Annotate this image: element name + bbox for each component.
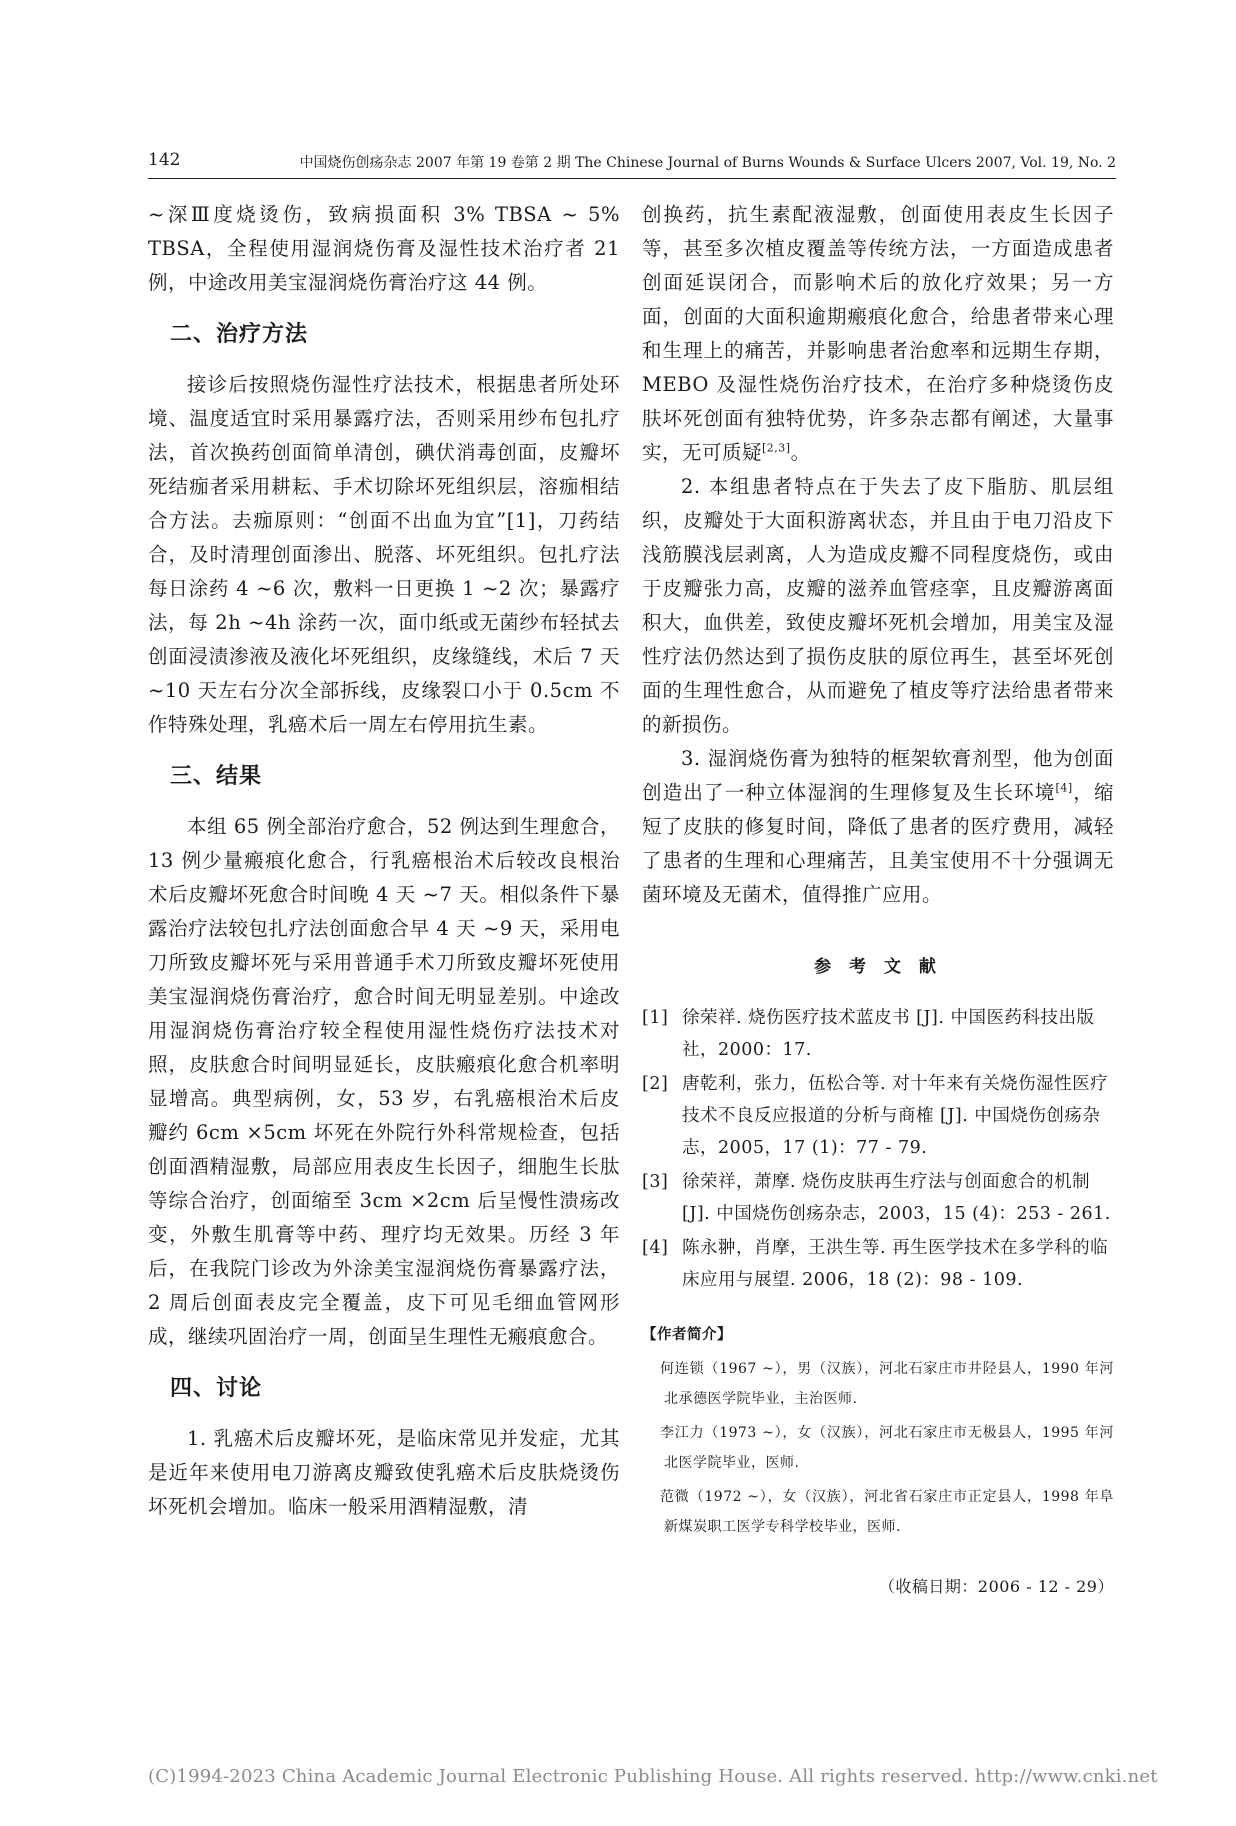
header-rule — [148, 178, 1116, 179]
discussion-paragraph-2: 2. 本组患者特点在于失去了皮下脂肪、肌层组织，皮瓣处于大面积游离状态，并且由于电刀沿皮下浅筋膜浅层剥离，人为造成皮瓣不同程度烧伤，或由于皮瓣张力高，皮瓣的滋养血管痉挛，且皮瓣游离面积大，血供差，致使皮瓣坏死机会增加，用美宝及湿性疗法仍然达到了损伤皮肤的原位再生，甚至坏死创面的生理性愈合，从而避免了植皮等疗法给患者带来的新损伤。 — [642, 475, 1114, 736]
references-heading: 参 考 文 献 — [814, 957, 942, 977]
copyright-footer: (C)1994-2023 China Academic Journal Electronic Publishing House. All rights reserved. http://www.cnki.net — [148, 1766, 1158, 1787]
discussion-paragraph-1-cont: 创换药，抗生素配液湿敷，创面使用表皮生长因子等，甚至多次植皮覆盖等传统方法，一方面造成患者创面延误闭合，而影响术后的放化疗效果；另一方面，创面的大面积逾期瘢痕化愈合，给患者带来心理和生理上的痛苦，并影响患者治愈率和远期生存期，MEBO 及湿性烧伤治疗技术，在治疗多种烧烫伤皮肤坏死创面有独特优势，许多杂志都有阐述，大量事实，无可质疑[2,3]。 — [642, 203, 1114, 464]
discussion-paragraph-3: 3. 湿润烧伤膏为独特的框架软膏剂型，他为创面创造出了一种立体湿润的生理修复及生长环境[4]，缩短了皮肤的修复时间，降低了患者的医疗费用，减轻了患者的生理和心理痛苦，且美宝使用不十分强调无菌环境及无菌术，值得推广应用。 — [642, 747, 1114, 906]
reference-item — [642, 1068, 1114, 1164]
running-title: 中国烧伤创疡杂志 2007 年第 19 卷第 2 期 The Chinese Journal of Burns Wounds & Surface Ulcers 2007, Vol. 19, No. 2 — [299, 155, 1116, 171]
results-paragraph: 本组 65 例全部治疗愈合，52 例达到生理愈合，13 例少量瘢痕化愈合，行乳癌根治术后较改良根治术后皮瓣坏死愈合时间晚 4 天 ~7 天。相似条件下暴露治疗法较包扎疗法创面愈合早 4 天 ~9 天，采用电刀所致皮瓣坏死与采用普通手术刀所致皮瓣坏死使用美宝湿润烧伤膏治疗，愈合时间无明显差别。中途改用湿润烧伤膏治疗较全程使用湿性烧伤疗法技术对照，皮肤愈合时间明显延长，皮肤瘢痕化愈合机率明显增高。典型病例，女，53 岁，右乳癌根治术后皮瓣约 6cm ×5cm 坏死在外院行外科常规检查，包括创面酒精湿敷，局部应用表皮生长因子，细胞生长肽等综合治疗，创面缩至 3cm ×2cm 后呈慢性溃疡改变，外敷生肌膏等中药、理疗均无效果。历经 3 年后，在我院门诊改为外涂美宝湿润烧伤膏暴露疗法，2 周后创面表皮完全覆盖，皮下可见毛细血管网形成，继续巩固治疗一周，创面呈生理性无瘢痕愈合。 — [148, 815, 620, 1348]
reference-number: [2] — [642, 1074, 669, 1094]
citation-4: [4] — [1055, 781, 1073, 795]
reference-item — [642, 1002, 1114, 1066]
reference-text: 徐荣祥. 烧伤医疗技术蓝皮书 [J]. 中国医药科技出版社，2000：17. — [682, 1008, 1095, 1060]
section-heading-methods: 二、治疗方法 — [170, 322, 309, 347]
intro-paragraph: ~深Ⅲ度烧烫伤，致病损面积 3% TBSA ~ 5% TBSA，全程使用湿润烧伤膏及湿性技术治疗者 21 例，中途改用美宝湿润烧伤膏治疗这 44 例。 — [148, 203, 620, 294]
section-heading-discussion: 四、讨论 — [170, 1376, 263, 1401]
author-bio: 李江力（1973 ~），女（汉族），河北石家庄市无极县人，1995 年河北医学院毕业，医师. — [660, 1425, 1114, 1471]
left-column — [148, 198, 620, 1524]
methods-paragraph: 接诊后按照烧伤湿性疗法技术，根据患者所处环境、温度适宜时采用暴露疗法，否则采用纱布包扎疗法，首次换药创面简单清创，碘伏消毒创面，皮瓣坏死结痂者采用耕耘、手术切除坏死组织层，溶痂相结合方法。去痂原则：“创面不出血为宜”[1]，刀药结合，及时清理创面渗出、脱落、坏死组织。包扎疗法每日涂药 4 ~6 次，敷料一日更换 1 ~2 次；暴露疗法，每 2h ~4h 涂药一次，面巾纸或无菌纱布轻拭去创面浸渍渗液及液化坏死组织，皮缘缝线，术后 7 天 ~10 天左右分次全部拆线，皮缘裂口小于 0.5cm 不作特殊处理，乳癌术后一周左右停用抗生素。 — [148, 373, 620, 736]
reference-text: 陈永翀，肖摩，王洪生等. 再生医学技术在多学科的临床应用与展望. 2006，18 (2)：98 - 109. — [682, 1238, 1109, 1290]
reference-number: [1] — [642, 1008, 669, 1028]
reference-item — [642, 1232, 1114, 1296]
reference-text: 唐乾利，张力，伍松合等. 对十年来有关烧伤湿性医疗技术不良反应报道的分析与商榷 [J]. 中国烧伤创疡杂志，2005，17 (1)：77 - 79. — [682, 1074, 1109, 1158]
reference-number: [3] — [642, 1172, 669, 1192]
citation-2-3: [2,3] — [762, 441, 791, 455]
reference-list — [642, 1002, 1114, 1296]
reference-text: 徐荣祥，萧摩. 烧伤皮肤再生疗法与创面愈合的机制 [J]. 中国烧伤创疡杂志，2003，15 (4)：253 - 261. — [682, 1172, 1111, 1224]
author-bio: 范微（1972 ~），女（汉族），河北省石家庄市正定县人，1998 年阜新煤炭职工医学专科学校毕业，医师. — [660, 1489, 1114, 1535]
section-heading-results: 三、结果 — [170, 764, 263, 789]
received-date: （收稿日期：2006 - 12 - 29） — [878, 1577, 1114, 1596]
discussion-paragraph-1: 1. 乳癌术后皮瓣坏死，是临床常见并发症，尤其是近年来使用电刀游离皮瓣致使乳癌术后皮肤烧烫伤坏死机会增加。临床一般采用酒精湿敷，清 — [148, 1427, 620, 1518]
author-info-heading: 【作者简介】 — [642, 1326, 732, 1343]
author-list — [642, 1354, 1114, 1542]
author-bio: 何连锁（1967 ~），男（汉族），河北石家庄市井陉县人，1990 年河北承德医学院毕业，主治医师. — [660, 1361, 1114, 1407]
reference-item — [642, 1166, 1114, 1230]
page-number: 142 — [148, 150, 181, 170]
reference-number: [4] — [642, 1238, 669, 1258]
right-column — [642, 198, 1114, 1604]
